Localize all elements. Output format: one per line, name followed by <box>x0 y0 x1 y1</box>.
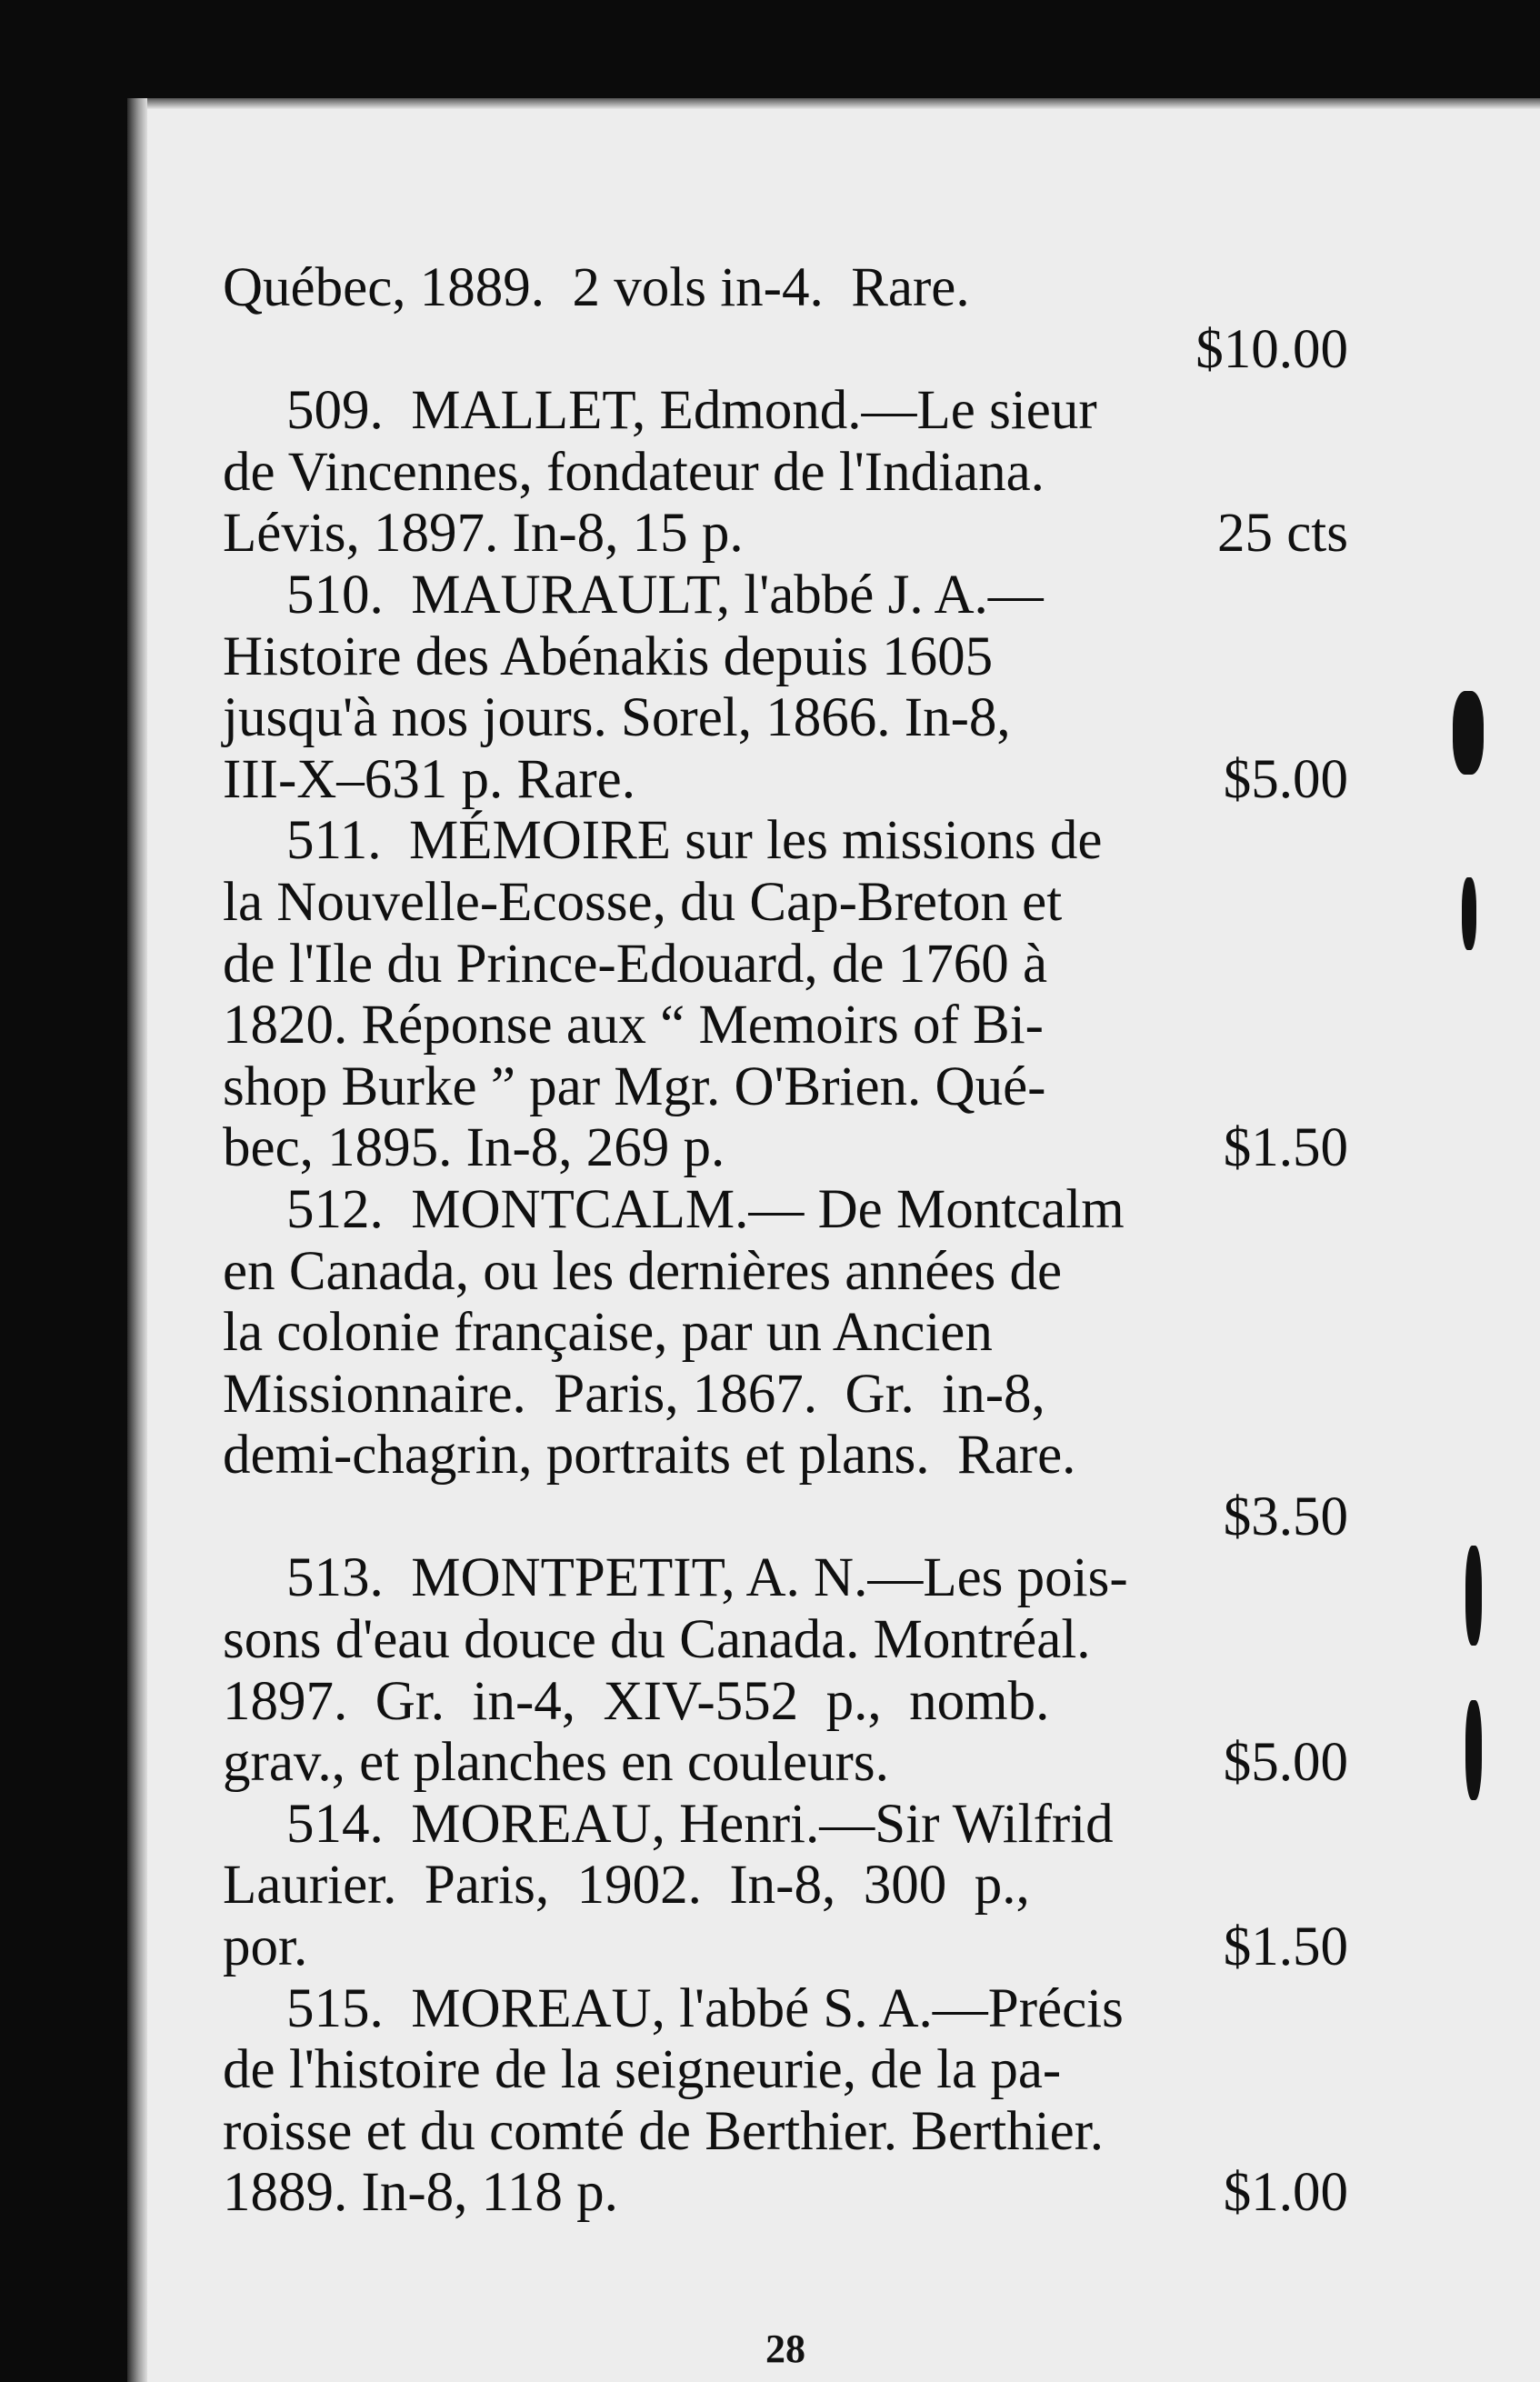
line-text: por. <box>223 1917 308 1978</box>
price: $3.50 <box>1223 1486 1348 1547</box>
line-text: jusqu'à nos jours. Sorel, 1866. In-8, <box>223 687 1011 749</box>
line-text: Missionnaire. Paris, 1867. Gr. in-8, <box>223 1363 1045 1425</box>
text-line <box>223 1547 1348 1609</box>
line-text: 513. MONTPETIT, A. N.—Les pois- <box>286 1547 1128 1609</box>
line-text: 511. MÉMOIRE sur les missions de <box>286 810 1103 872</box>
text-line <box>223 1978 1348 2040</box>
line-text: Laurier. Paris, 1902. In-8, 300 p., <box>223 1855 1030 1917</box>
line-text: en Canada, ou les dernières années de <box>223 1240 1063 1302</box>
price: $1.00 <box>1223 2162 1348 2224</box>
text-line <box>223 442 1348 504</box>
line-text: demi-chagrin, portraits et plans. Rare. <box>223 1425 1076 1486</box>
line-text: grav., et planches en couleurs. <box>223 1732 889 1794</box>
line-text: sons d'eau douce du Canada. Montréal. <box>223 1609 1091 1671</box>
line-text: 514. MOREAU, Henri.—Sir Wilfrid <box>286 1793 1114 1855</box>
text-line <box>223 626 1348 688</box>
scan-speck <box>1462 877 1476 950</box>
scan-speck <box>1465 1546 1482 1646</box>
line-text: Histoire des Abénakis depuis 1605 <box>223 626 994 687</box>
price: $10.00 <box>1195 318 1348 380</box>
text-line <box>223 1732 1348 1794</box>
line-text: de l'Ile du Prince-Edouard, de 1760 à <box>223 933 1048 995</box>
line-text: 510. MAURAULT, l'abbé J. A.— <box>286 564 1044 626</box>
text-line <box>223 503 1348 565</box>
text-line <box>223 810 1348 872</box>
line-text: de Vincennes, fondateur de l'Indiana. <box>223 441 1045 503</box>
text-line <box>223 1671 1348 1733</box>
line-text: de l'histoire de la seigneurie, de la pa- <box>223 2039 1062 2101</box>
text-line <box>223 872 1348 934</box>
price: $1.50 <box>1223 1917 1348 1978</box>
scan-speck <box>1453 691 1484 775</box>
text-line <box>223 749 1348 811</box>
line-text: 1889. In-8, 118 p. <box>223 2162 618 2224</box>
line-text: shop Burke ” par Mgr. O'Brien. Qué- <box>223 1056 1046 1117</box>
text-line <box>223 1855 1348 1917</box>
line-text: la Nouvelle-Ecosse, du Cap-Breton et <box>223 871 1063 933</box>
text-line <box>223 1364 1348 1426</box>
text-line <box>223 1056 1348 1118</box>
line-text: 509. MALLET, Edmond.—Le sieur <box>286 380 1097 442</box>
text-line <box>223 1609 1348 1671</box>
text-line <box>223 1302 1348 1364</box>
scan-speck <box>1465 1700 1482 1800</box>
text-line <box>223 687 1348 749</box>
text-line <box>223 934 1348 996</box>
text-line <box>223 319 1348 381</box>
text-line <box>223 1179 1348 1241</box>
line-text: la colonie française, par un Ancien <box>223 1302 993 1364</box>
text-line <box>223 1241 1348 1303</box>
catalogue-text <box>223 257 1348 2224</box>
text-line <box>223 257 1348 319</box>
page-binding-edge <box>127 98 147 2382</box>
text-line <box>223 2162 1348 2224</box>
text-line <box>223 1486 1348 1548</box>
price: $1.50 <box>1223 1117 1348 1179</box>
line-text: 515. MOREAU, l'abbé S. A.—Précis <box>286 1977 1124 2039</box>
price: $5.00 <box>1223 1732 1348 1794</box>
line-text: 512. MONTCALM.— De Montcalm <box>286 1178 1125 1240</box>
book-page <box>127 98 1540 2382</box>
line-text: roisse et du comté de Berthier. Berthier. <box>223 2100 1104 2162</box>
price: 25 cts <box>1216 503 1348 565</box>
page-number: 28 <box>765 2327 805 2371</box>
price: $5.00 <box>1223 748 1348 810</box>
text-line <box>223 1117 1348 1179</box>
text-line <box>223 1917 1348 1978</box>
text-line <box>223 565 1348 626</box>
line-text: Lévis, 1897. In-8, 15 p. <box>223 503 744 565</box>
line-text: 1897. Gr. in-4, XIV-552 p., nomb. <box>223 1670 1050 1732</box>
text-line <box>223 2039 1348 2101</box>
text-line <box>223 995 1348 1056</box>
line-text: III-X–631 p. Rare. <box>223 748 635 810</box>
line-text: 1820. Réponse aux “ Memoirs of Bi- <box>223 995 1044 1056</box>
text-line <box>223 2101 1348 2163</box>
page-top-edge <box>127 98 1540 109</box>
text-line <box>223 1425 1348 1486</box>
line-text: bec, 1895. In-8, 269 p. <box>223 1117 725 1179</box>
line-text: Québec, 1889. 2 vols in-4. Rare. <box>223 257 970 318</box>
text-line <box>223 380 1348 442</box>
text-line <box>223 1794 1348 1856</box>
